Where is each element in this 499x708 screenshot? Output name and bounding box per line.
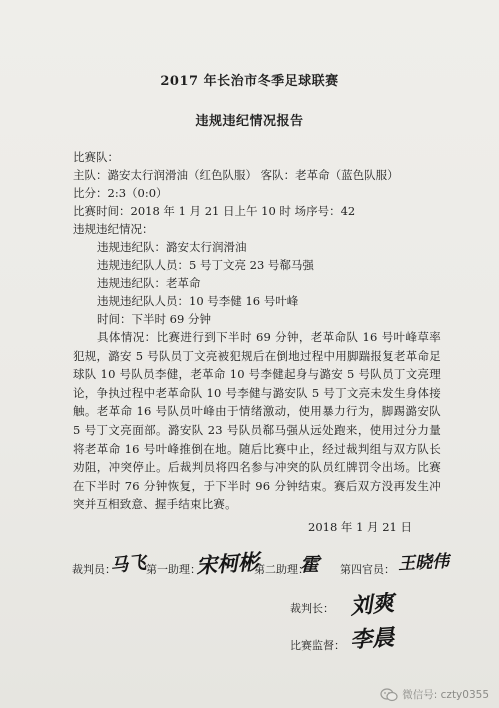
field-teams-heading: 比赛队：	[73, 150, 119, 164]
field-violating-team-1: 违规违纪队：潞安太行润滑油	[97, 240, 247, 254]
report-subtitle: 违规违纪情况报告	[195, 114, 304, 129]
fourth-official-signature: 王晓伟	[397, 551, 450, 575]
field-incident-time: 时间：下半时 69 分钟	[97, 312, 211, 326]
fourth-official-label: 第四官员：	[340, 563, 395, 576]
incident-details: 具体情况：比赛进行到下半时 69 分钟，老革命队 16 号叶峰草率犯规，潞安 5 号队员丁文亮被犯规后在倒地过程中用脚踹报复老革命足球队 10 号队员李健，老革命 10 号李健起身与潞安 5 号队员丁文亮理论，争执过程中老革命队 10 号李健与潞安队 5 号丁文亮未发生身体接触。老革命 16 号队员叶峰由于情绪激动，使用暴力行为，脚踢潞安队 5 号丁文亮面部。潞安队 23 号队员郗马强从远处跑来，使用过分力量将老革命 16 号叶峰推倒在地。随后比赛中止，经过裁判组与双方队长劝阻，冲突停止。后裁判员将四名参与冲突的队员红牌罚令出场。比赛在下半时 76 分钟恢复，于下半时 96 分钟结束。赛后双方没再发生冲突并互相致意、握手结束比赛。	[73, 330, 441, 512]
field-home-away: 主队：潞安太行润滑油（红色队服） 客队：老革命（蓝色队服）	[73, 168, 399, 182]
referee-label: 裁判员：	[72, 563, 116, 576]
referee-signature: 马飞	[109, 552, 148, 577]
head-referee-signature: 刘爽	[349, 590, 396, 620]
field-violation-heading: 违规违纪情况：	[73, 222, 154, 236]
field-violating-team-2: 违规违纪队：老革命	[97, 276, 201, 290]
assistant1-signature: 宋柯彬	[195, 548, 260, 579]
watermark-text: 微信号: czty0355	[402, 689, 489, 701]
report-date: 2018 年 1 月 21 日	[308, 520, 412, 534]
field-violating-players-2: 违规违纪队人员：10 号李健 16 号叶峰	[97, 294, 299, 308]
field-violating-players-1: 违规违纪队人员：5 号丁文亮 23 号郗马强	[97, 258, 314, 272]
field-score: 比分：2:3（0:0）	[73, 186, 168, 200]
supervisor-label: 比赛监督：	[290, 639, 345, 652]
head-referee-label: 裁判长：	[290, 602, 334, 615]
assistant1-label: 第一助理：	[146, 563, 201, 576]
wechat-icon	[380, 688, 398, 702]
assistant2-signature: 霍	[300, 554, 320, 576]
wechat-watermark	[380, 687, 489, 702]
assistant2-label: 第二助理：	[254, 563, 309, 576]
report-title: 2017 年长治市冬季足球联赛	[160, 74, 339, 89]
supervisor-signature: 李晨	[349, 624, 395, 654]
field-match-time: 比赛时间：2018 年 1 月 21 日上午 10 时 场序号：42	[73, 204, 356, 218]
